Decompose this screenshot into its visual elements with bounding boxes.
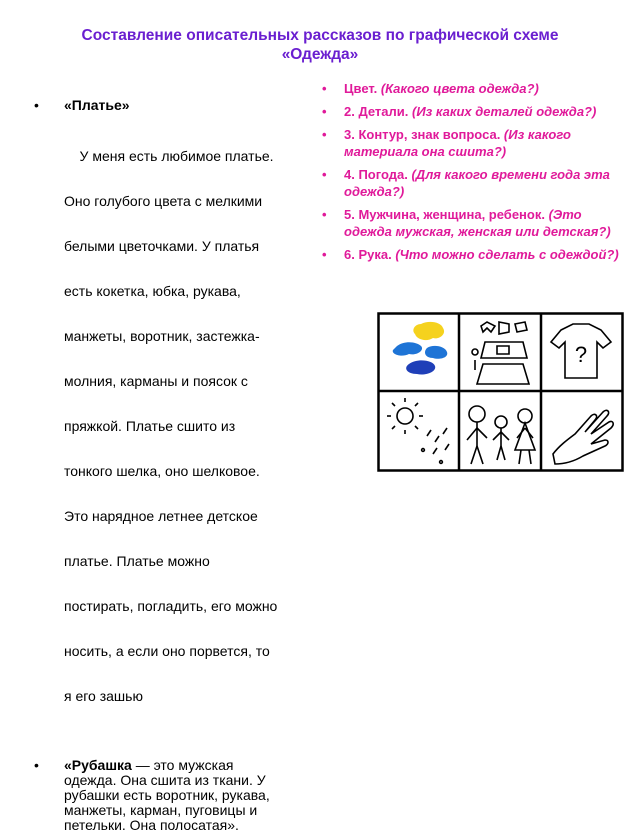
plan-label: 5. Мужчина, женщина, ребенок. — [344, 207, 545, 222]
question-mark: ? — [574, 342, 588, 367]
shirt-story — [34, 758, 314, 833]
page-title — [20, 26, 620, 64]
plan-question: (Из какого материала она сшита?) — [344, 127, 571, 159]
dress-line: есть кокетка, юбка, рукава, — [64, 283, 241, 299]
shirt-first-line — [64, 758, 314, 773]
plan-question: (Что можно сделать с одеждой?) — [391, 247, 619, 262]
plan-question: (Это одежда мужская, женская или детская?) — [344, 207, 611, 239]
dress-line: я его зашью — [64, 688, 143, 704]
title-line-2: «Одежда» — [281, 46, 359, 63]
dress-line: Это нарядное летнее детское — [64, 508, 258, 524]
plan-item — [322, 126, 622, 160]
weather-sun-rain-icon — [387, 398, 449, 463]
shirt-line: петельки. Она полосатая». — [64, 817, 239, 833]
bullet: • — [322, 167, 327, 182]
shirt-line: манжеты, карман, пуговицы и — [64, 802, 258, 818]
plan-item — [322, 246, 622, 263]
shirt-line: рубашки есть воротник, рукава, — [64, 787, 270, 803]
bullet: • — [34, 97, 39, 113]
dress-line: манжеты, воротник, застежка- — [64, 328, 260, 344]
bullet: • — [322, 104, 327, 119]
plan-label: 6. Рука. — [344, 247, 392, 262]
dress-text — [64, 119, 314, 734]
hand-icon — [553, 410, 613, 464]
plan-label: 3. Контур, знак вопроса. — [344, 127, 501, 142]
bullet: • — [322, 247, 327, 262]
clothing-details-icon — [472, 322, 529, 384]
shirt-heading: «Рубашка — [64, 757, 132, 773]
plan-question: (Для какого времени года эта одежда?) — [344, 167, 610, 199]
color-blobs-icon — [393, 322, 448, 375]
shirt-question-icon — [551, 324, 611, 378]
dress-story — [34, 98, 314, 734]
plan-question: (Какого цвета одежда?) — [377, 81, 539, 96]
bullet: • — [34, 757, 39, 773]
dress-line: Оно голубого цвета с мелкими — [64, 193, 263, 209]
shirt-first-rest: — это мужская — [131, 757, 234, 773]
plan-item — [322, 166, 622, 200]
graphic-scheme — [377, 312, 624, 472]
left-column — [34, 98, 314, 833]
family-icon — [467, 406, 535, 464]
dress-line: пряжкой. Платье сшито из — [64, 418, 236, 434]
plan-item — [322, 103, 622, 120]
dress-line: тонкого шелка, оно шелковое. — [64, 463, 260, 479]
dress-line: молния, карманы и поясок с — [64, 373, 248, 389]
plan-item — [322, 206, 622, 240]
plan-question: (Из каких деталей одежда?) — [408, 104, 597, 119]
right-column — [322, 80, 622, 269]
shirt-line: одежда. Она сшита из ткани. У — [64, 772, 266, 788]
bullet: • — [322, 207, 327, 222]
plan-label: 2. Детали. — [344, 104, 409, 119]
dress-heading: «Платье» — [64, 97, 130, 113]
dress-line: платье. Платье можно — [64, 553, 210, 569]
bullet: • — [322, 127, 327, 142]
dress-line: У меня есть любимое платье. — [64, 148, 274, 164]
dress-line: постирать, погладить, его можно — [64, 598, 278, 614]
dress-line: носить, а если оно порвется, то — [64, 643, 270, 659]
plan-label: Цвет. — [344, 81, 378, 96]
title-line-1: Составление описательных рассказов по графической схеме — [81, 27, 559, 44]
bullet: • — [322, 81, 327, 96]
plan-item — [322, 80, 622, 97]
plan-label: 4. Погода. — [344, 167, 408, 182]
dress-line: белыми цветочками. У платья — [64, 238, 260, 254]
